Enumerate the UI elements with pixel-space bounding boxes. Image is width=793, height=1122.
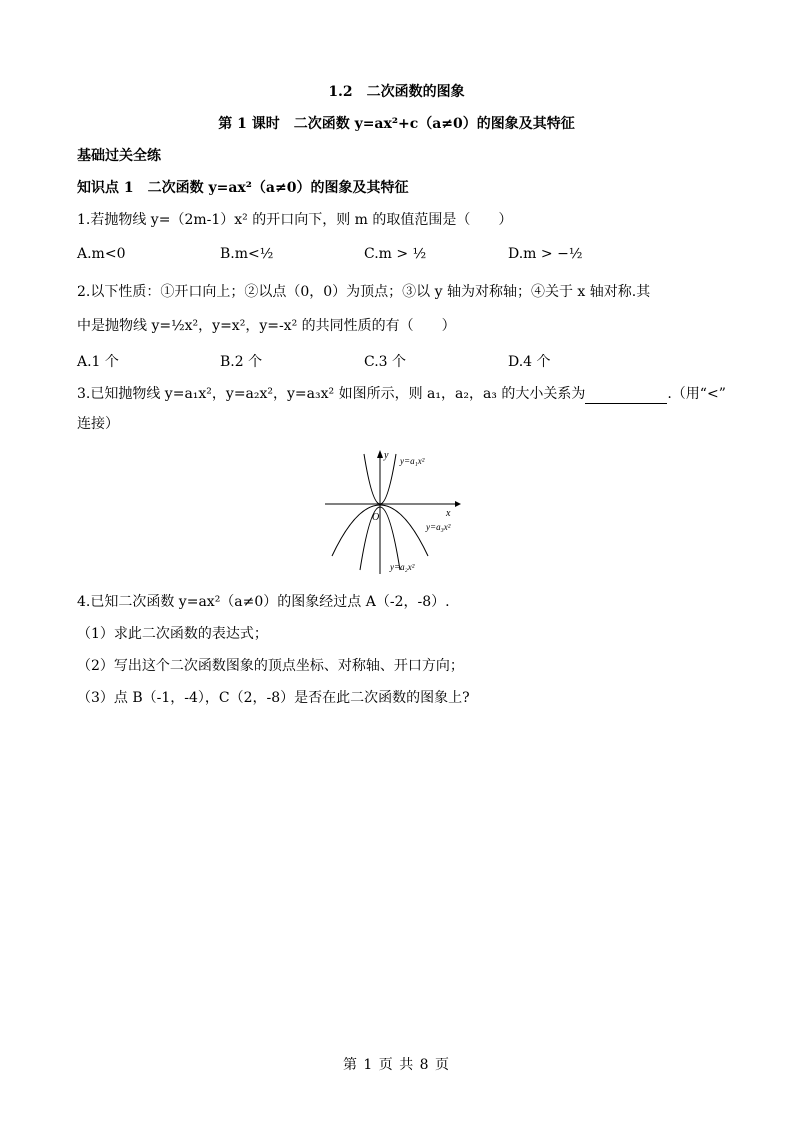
- label-a2: y=a₂x²: [390, 562, 415, 572]
- q1-option-b[interactable]: B.m<½: [220, 246, 274, 262]
- answer-blank[interactable]: [585, 389, 667, 404]
- parabola-figure: [320, 444, 470, 579]
- label-a1: y=a₁x²: [400, 456, 425, 466]
- question-4-part-2: （2）写出这个二次函数图象的顶点坐标、对称轴、开口方向；: [77, 658, 464, 674]
- q1-option-a[interactable]: A.m<0: [77, 246, 126, 262]
- q2-option-a[interactable]: A.1 个: [77, 354, 119, 370]
- q2-option-d[interactable]: D.4 个: [508, 354, 551, 370]
- section-title: 1.2 二次函数的图象: [328, 84, 465, 100]
- q1-option-c[interactable]: C.m > ½: [364, 246, 427, 262]
- y-axis-arrow: [377, 450, 383, 458]
- q1-option-d[interactable]: D.m > −½: [508, 246, 583, 262]
- question-4-part-1: （1）求此二次函数的表达式；: [77, 626, 268, 642]
- label-a3: y=a₃x²: [426, 522, 451, 532]
- question-3-stem-line1: 3.已知抛物线 y=a₁x²，y=a₂x²，y=a₃x² 如图所示，则 a₁，a₂，a₃ 的大小关系为 .（用“<”: [77, 386, 726, 402]
- q2-option-b[interactable]: B.2 个: [220, 354, 263, 370]
- question-2-stem-line1: 2.以下性质：①开口向上；②以点（0，0）为顶点；③以 y 轴为对称轴；④关于 x 轴对称.其: [77, 284, 651, 300]
- x-axis-arrow: [455, 501, 461, 507]
- knowledge-point-title: 知识点 1 二次函数 y=ax²（a≠0）的图象及其特征: [77, 180, 409, 196]
- y-axis-label: y: [384, 450, 389, 461]
- question-1-stem: 1.若抛物线 y=（2m-1）x² 的开口向下，则 m 的取值范围是（ ）: [77, 212, 513, 228]
- parabola-figure-svg: [320, 444, 470, 579]
- question-4-stem: 4.已知二次函数 y=ax²（a≠0）的图象经过点 A（-2，-8）.: [77, 594, 450, 610]
- question-4-part-3: （3）点 B（-1，-4），C（2，-8）是否在此二次函数的图象上?: [77, 690, 470, 706]
- q2-option-c[interactable]: C.3 个: [364, 354, 407, 370]
- exercise-heading: 基础过关全练: [77, 148, 161, 164]
- origin-label: O: [372, 512, 380, 523]
- page-footer: 第 1 页 共 8 页: [342, 1057, 451, 1073]
- question-2-stem-line2: 中是抛物线 y=½x²，y=x²，y=-x² 的共同性质的有（ ）: [77, 318, 456, 334]
- question-3-stem-line2: 连接）: [77, 416, 119, 432]
- lesson-title: 第 1 课时 二次函数 y=ax²+c（a≠0）的图象及其特征: [218, 116, 575, 132]
- x-axis-label: x: [446, 508, 451, 519]
